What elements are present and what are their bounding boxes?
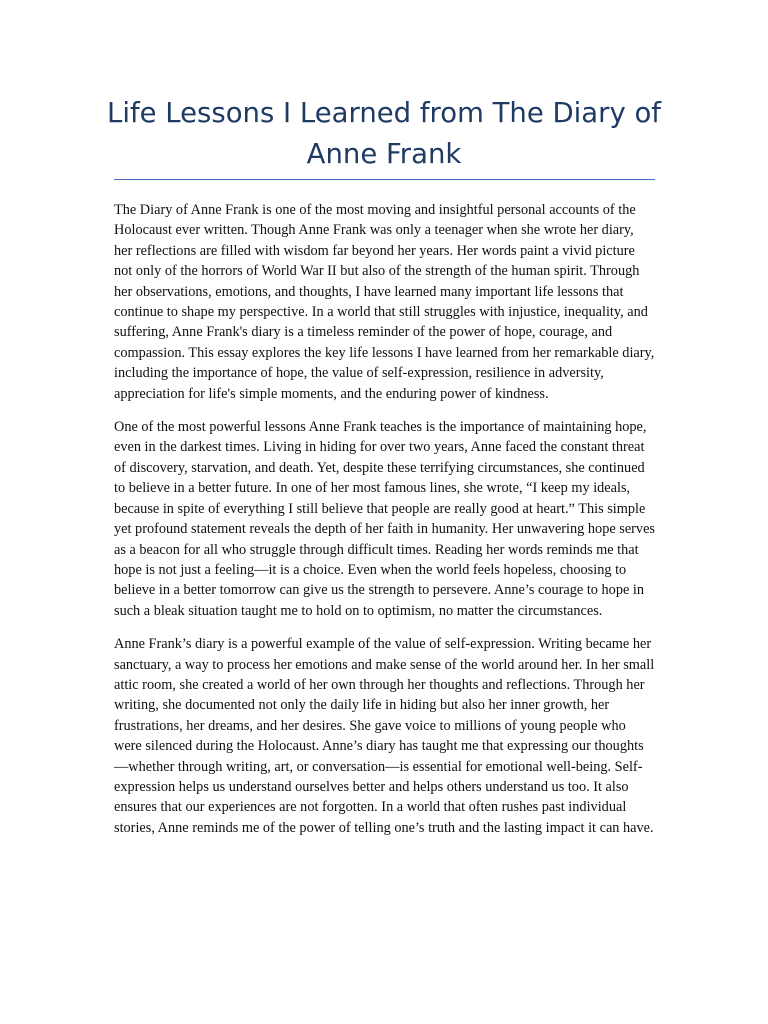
document-title: Life Lessons I Learned from The Diary of Anne Frank [107, 97, 661, 170]
paragraph-hope: One of the most powerful lessons Anne Frank teaches is the importance of maintaining hope, even in the darkest times. Living in hiding for over two years, Anne faced the constant threat of discovery, starvation, and death. Yet, despite these terrifying circumstances, she continued to believe in a better future. In one of her most famous lines, she wrote, “I keep my ideals, because in spite of everything I still believe that people are really good at heart.” This simple yet profound statement reveals the depth of her faith in humanity. Her unwavering hope serves as a beacon for all who struggle through difficult times. Reading her words reminds me that hope is not just a feeling—it is a choice. Even when the world feels hopeless, choosing to believe in a better tomorrow can give us the strength to persevere. Anne’s courage to hope in such a bleak situation taught me to hold on to optimism, no matter the circumstances. [114, 419, 655, 619]
paragraph-intro: The Diary of Anne Frank is one of the most moving and insightful personal accounts of the Holocaust ever written. Though Anne Frank was only a teenager when she wrote her diary, her reflections are filled with wisdom far beyond her years. Her words paint a vivid picture not only of the horrors of World War II but also of the strength of the human spirit. Through her observations, emotions, and thoughts, I have learned many important life lessons that continue to shape my perspective. In a world that still struggles with injustice, inequality, and suffering, Anne Frank's diary is a timeless reminder of the power of hope, courage, and compassion. This essay explores the key life lessons I have learned from her remarkable diary, including the importance of hope, the value of self-expression, resilience in adversity, appreciation for life's simple moments, and the enduring power of kindness. [114, 202, 655, 402]
document-body [114, 200, 655, 851]
title-underline [114, 179, 655, 180]
paragraph-self-expression: Anne Frank’s diary is a powerful example of the value of self-expression. Writing became her sanctuary, a way to process her emotions and make sense of the world around her. In her small attic room, she created a world of her own through her thoughts and reflections. Through her writing, she documented not only the daily life in hiding but also her inner growth, her frustrations, her dreams, and her desires. She gave voice to millions of young people who were silenced during the Holocaust. Anne’s diary has taught me that expressing our thoughts—whether through writing, art, or conversation—is essential for emotional well-being. Self-expression helps us understand ourselves better and helps others understand us too. It also ensures that our experiences are not forgotten. In a world that often rushes past individual stories, Anne reminds me of the power of telling one’s truth and the lasting impact it can have. [114, 636, 655, 836]
